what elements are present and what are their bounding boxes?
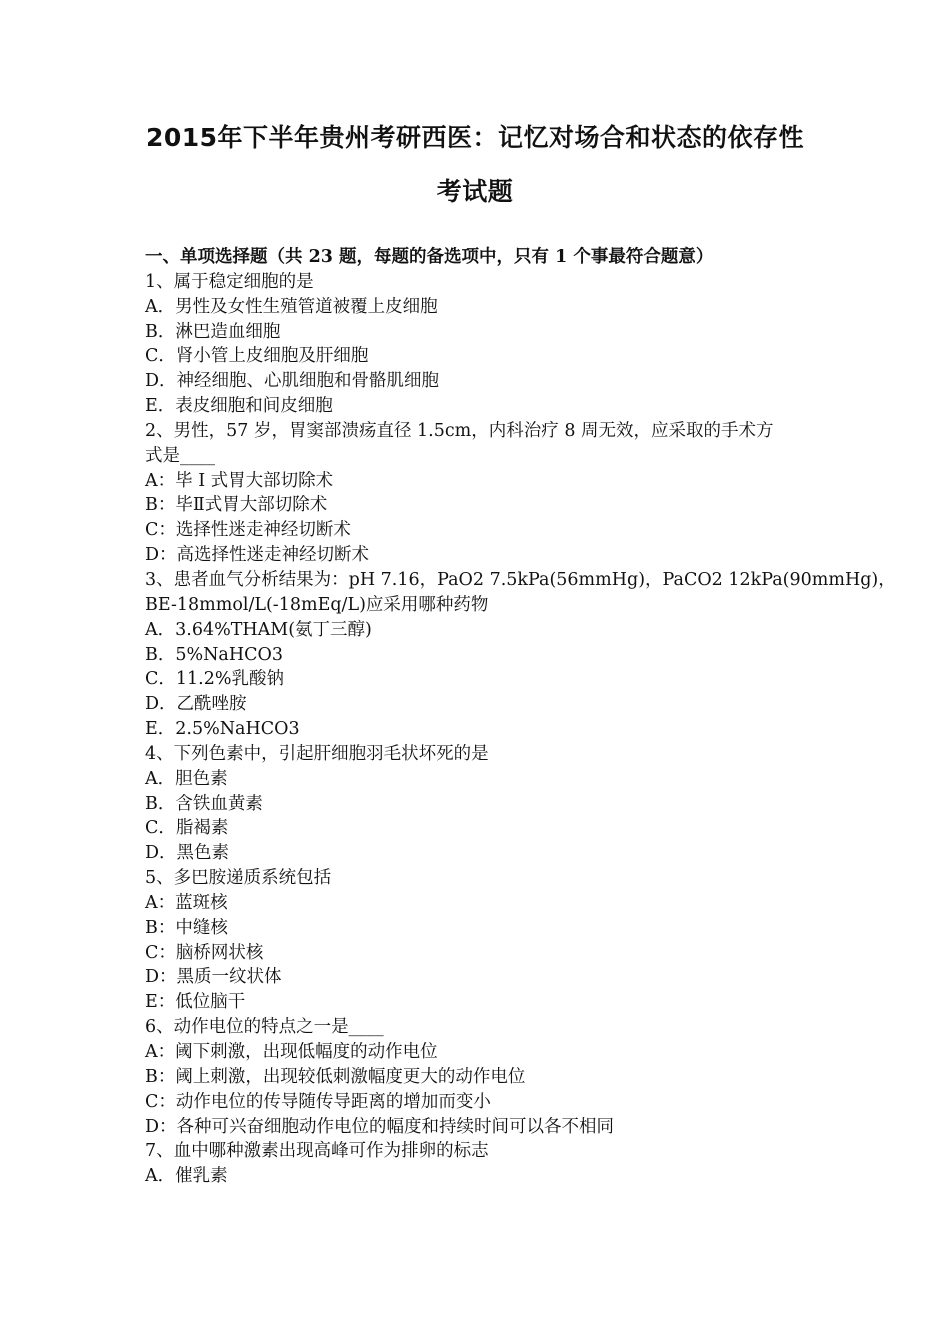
text-line: E：低位脑干: [145, 992, 246, 1013]
text-line: 6、动作电位的特点之一是____: [145, 1017, 384, 1038]
text-line: C：脑桥网状核: [145, 942, 264, 963]
text-line: C：动作电位的传导随传导距离的增加而变小: [145, 1091, 491, 1112]
text-line: 4、下列色素中，引起肝细胞羽毛状坏死的是: [145, 743, 489, 764]
text-line: 2、男性，57 岁，胃窦部溃疡直径 1.5cm，内科治疗 8 周无效，应采取的手术方: [145, 420, 774, 441]
text-line: E．表皮细胞和间皮细胞: [145, 396, 333, 417]
text-line: B：毕Ⅱ式胃大部切除术: [145, 495, 328, 516]
document-title-continued: 考试题: [436, 177, 514, 206]
text-line: 1、属于稳定细胞的是: [145, 271, 314, 292]
text-line: C．脂褐素: [145, 818, 229, 839]
text-line: D：高选择性迷走神经切断术: [145, 545, 370, 566]
document-body: [145, 245, 896, 1189]
text-line: A．3.64%THAM(氨丁三醇): [145, 619, 372, 640]
text-line: B．淋巴造血细胞: [145, 321, 281, 342]
text-line: 式是____: [145, 445, 215, 466]
text-line: A：蓝斑核: [145, 892, 228, 913]
text-line: B．5%NaHCO3: [145, 644, 284, 665]
text-line: D．神经细胞、心肌细胞和骨骼肌细胞: [145, 371, 440, 392]
text-line: D．黑色素: [145, 843, 230, 864]
text-line: B：阈上刺激，出现较低刺激幅度更大的动作电位: [145, 1066, 526, 1087]
text-line: A．男性及女性生殖管道被覆上皮细胞: [145, 296, 438, 317]
text-line: A．胆色素: [145, 768, 228, 789]
document-title: 2015年下半年贵州考研西医：记忆对场合和状态的依存性: [145, 123, 805, 152]
section-header: 一、单项选择题（共 23 题，每题的备选项中，只有 1 个事最符合题意）: [145, 247, 714, 267]
text-line: A．催乳素: [145, 1166, 228, 1187]
text-line: C：选择性迷走神经切断术: [145, 520, 351, 541]
text-line: 5、多巴胺递质系统包括: [145, 868, 332, 889]
text-line: BE-18mmol/L(-18mEq/L)应采用哪种药物: [145, 594, 489, 615]
text-line: A：毕 I 式胃大部切除术: [145, 470, 334, 491]
text-line: A：阈下刺激，出现低幅度的动作电位: [145, 1042, 438, 1062]
text-line: D：黑质一纹状体: [145, 967, 282, 988]
text-line: 3、患者血气分析结果为：pH 7.16，PaO2 7.5kPa(56mmHg)，PaCO2 12kPa(90mmHg)，: [145, 569, 896, 590]
text-line: B．含铁血黄素: [145, 793, 263, 814]
text-line: D．乙酰唑胺: [145, 694, 247, 715]
text-line: C．肾小管上皮细胞及肝细胞: [145, 346, 369, 367]
text-line: E．2.5%NaHCO3: [145, 719, 300, 740]
text-line: C．11.2%乳酸钠: [145, 669, 284, 690]
text-line: B：中缝核: [145, 917, 228, 938]
text-line: 7、血中哪种激素出现高峰可作为排卵的标志: [145, 1141, 489, 1162]
question-list: [145, 270, 896, 1189]
text-line: D：各种可兴奋细胞动作电位的幅度和持续时间可以各不相同: [145, 1116, 615, 1137]
